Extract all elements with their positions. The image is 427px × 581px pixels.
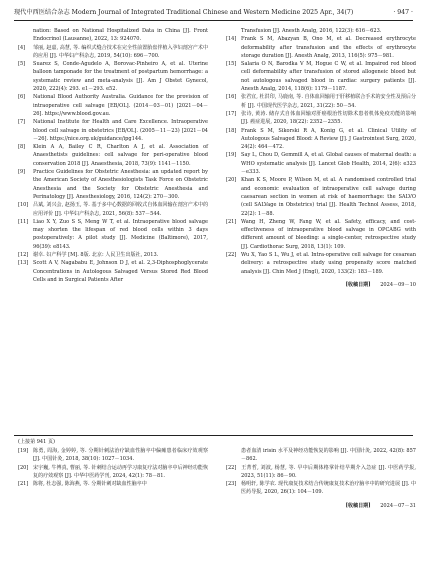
journal-title: 现代中西医结合杂志 Modern Journal of Integrated Traditional Chinese and Western Medicine 2025 Apr., 34(7) [14,9,354,16]
reference-text: nation: Based on National Hospitalized Data in China [J]. Front Endocrinol (Lausanne), 2022, 13: 924070. [33,28,208,43]
page-number: · 947 · [393,9,413,16]
reference-number: [19] [226,152,237,159]
reference-entry [18,60,208,93]
reference-entry [18,143,208,168]
reference-number: [9] [18,169,26,176]
reference-text: 患者血清 irisin 水平及神经功能恢复的影响 [J]. 中国针灸, 2022, 42(8): 857－862. [241,448,416,463]
reference-entry [18,259,208,284]
reference-entry [226,151,416,176]
reference-text: National Blood Authority Australia. Guidance for the provision of intraoperative cell salvage [EB/OL]. (2014－03－01) [2021－04－26]. https://www.blood.gov.au. [33,94,208,117]
reference-number: [21] [18,481,29,488]
reference-number: [11] [18,218,29,225]
reference-number: [14] [226,36,237,43]
received-date [226,281,416,289]
received-value-bottom: 2024－07－31 [380,502,416,509]
reference-text: 谢幸. 妇产科学 [M]. 8版. 北京: 人民卫生出版社, 2013. [33,252,159,259]
reference-entry [226,35,416,60]
reference-entry [226,218,416,251]
reference-number: [20] [226,177,237,184]
reference-number: [22] [226,464,237,471]
reference-text: National Institute for Health and Care Excellence. Intraoperative blood cell salvage in obstetrics [EB/OL]. (2005－11－23) [2021－04－26]. https://nice.org.uk/guidance/ipg144. [33,119,208,142]
reference-number: [13] [18,260,29,267]
reference-text: 宋宇巍, 牛博真, 曹丽, 等. 针刺结合运动再学习康复疗法对脑卒中后神经功能恢复的疗效观察 [J]. 中华中医药学刊, 2024, 42(1): 78－81. [33,464,208,479]
reference-text: Wang H, Zheng W, Fang W, et al. Safety, efficacy, and cost-effectiveness of intraoperative blood salvage in OPCABG with different amount of bleeding: a single-center, retrospective study [J]. Cardiothorac Surg, 2018, 13(1): 109. [241,218,416,250]
reference-entry [226,464,416,481]
reference-entry [226,176,416,217]
reference-entry [18,218,208,251]
reference-text: Say L, Chou D, Gemmill A, et al. Global causes of maternal death: a WHO systematic analysis [J]. Lancet Glob Health, 2014, 2(6): e323－e333. [241,152,416,176]
reference-text: Frank S M, Sikorski R A, Konig G, et al. Clinical Utility of Autologous Salvaged Blood: A Review [J]. J Gastrointest Surg, 2020, 24(2): 464－472. [241,127,416,151]
reference-entry [226,110,416,127]
reference-number: [18] [226,127,237,134]
reference-text: 张君宜, 杜洪印, 马鹿南, 等. 自体血回输用于肝移植联合手术的安全性及预后分析 [J]. 中国现代医学杂志, 2021, 31(22): 50－54. [241,94,416,109]
reference-entry [226,60,416,93]
reference-entry [226,251,416,276]
reference-text: Liao X Y, Zuo S S, Meng W T, et al. Intraoperative blood salvage may shorten the lifespan of red blood cells within 3 days postoperatively: A pilot study [J]. Medicine (Baltimore), 2017, 96(39): e8143. [33,218,208,250]
reference-number: [12] [18,252,29,259]
section-divider [14,435,413,436]
reference-text: Khan K S, Moore P, Wilson M, et al. A randomised controlled trial and economic evaluation of intraoperative cell salvage during caesarean section in women at risk of haemorrhage: the SALVO (cell SALVage in Obstetrics) trial [J]. Health Technol Assess, 2018, 22(2): 1－88. [241,177,416,217]
reference-text: Suarez S, Conde-Agudelo A, Borovac-Pinheiro A, et al. Uterine balloon tamponade for the treatment of postpartum hemorrhage: a systematic review and meta-analysis [J]. Am J Obstet Gynecol, 2020, 222(4): 293. e1－293. e52. [33,61,208,93]
running-header [14,8,413,21]
received-label: [收稿日期] [345,281,371,288]
reference-text: 陈将, 杜志强, 陈海燕, 等. 分期针刺对缺血性脑卒中 [33,481,147,488]
bottom-right-reference-list [226,447,416,497]
reference-entry [18,251,208,259]
reference-text: 王菁哲, 刘波, 杨慧, 等. 早中后期体格掌针结早期介入急症 [J]. 中医药学报, 2023, 51(11): 86－90. [241,464,416,479]
reference-entry [226,27,416,35]
bottom-right-column [226,447,416,510]
reference-number: [10] [18,202,29,209]
reference-number: [4] [18,44,26,51]
reference-text: 陈勇, 周海, 金婷婷, 等. 分期针刺法治疗缺血性脑卒中偏瘫患者临床疗效观察 [J]. 中国针灸, 2018, 38(10): 1027－1034. [33,448,208,463]
bottom-left-column [18,447,208,488]
reference-number: [17] [226,110,237,117]
reference-number: [16] [226,94,237,101]
reference-text: 邹丽, 赵嘉, 高慧, 等. 编织式缝合技术在完全性前置胎盘伴植入孕妇剖宫产术中的应用 [J]. 中华妇产科杂志, 2019, 54(10): 696－700. [33,44,208,59]
reference-number: [6] [18,94,26,101]
right-column [226,27,416,289]
reference-number: [23] [226,481,237,488]
reference-entry [18,480,208,488]
reference-text: Klein A A, Bailey C R, Charlton A J, et al. Association of Anaesthetists guidelines: cell salvage for peri-operative blood conservation 2018 [J]. Anaesthesia, 2018, 73(9): 1141－1150. [33,144,208,167]
reference-text: Practice Guidelines for Obstetric Anesthesia: an updated report by the American Society of Anesthesiologists Task Force on Obstetric Anesthesia and the Society for Obstetric Anesthesia and Perinatology [J]. Anesthesiology, 2016, 124(2): 270－300. [33,169,208,200]
reference-number: [22] [226,252,237,259]
reference-text: 杨明轩, 陈学农. 现代康复技术结合传统康复技术治疗脑卒中的研究进展 [J]. 中医药导报, 2020, 26(1): 104－109. [241,481,416,496]
reference-number: [15] [226,61,237,68]
reference-text: Frank S M, Abazyan B, Ono M, et al. Decreased erythrocyte deformability after transfusion and the effects of erythrocyte storage duration [J]. Anesth Analg, 2013, 116(5): 975－981. [241,36,416,59]
reference-entry [18,464,208,481]
reference-entry [18,44,208,61]
reference-number: [8] [18,144,26,151]
reference-number: [5] [18,61,26,68]
reference-entry [18,447,208,464]
left-column [18,27,208,284]
reference-text: Salaria O N, Barodka V M, Hogue C W, et al. Impaired red blood cell deformability after transfusion of stored allogeneic blood but not autologous salvaged blood in cardiac surgery patients [J]. Anesth Analg, 2014, 118(6): 1179－1187. [241,61,416,93]
reference-number: [21] [226,218,237,225]
reference-entry [18,93,208,118]
reference-entry [18,27,208,44]
reference-entry [18,118,208,143]
reference-entry [226,480,416,497]
received-value: 2024－09－10 [380,281,416,288]
right-reference-list [226,27,416,276]
reference-number: [20] [18,464,29,471]
reference-entry [226,93,416,110]
reference-entry [18,201,208,218]
continued-label: (上接第 941 页) [18,439,55,445]
received-date-bottom [226,502,416,510]
reference-number: [7] [18,119,26,126]
reference-text: 张诗, 黄涛. 储存式自体血回输对肝癌根治性切除术患者机体免疫功能的影响 [J]. 癌症进展, 2020, 18(22): 2352－2355. [241,110,416,126]
reference-text: Wu X, Yao S L, Wu J, et al. Intra-operative cell salvage for cesarean delivery: a retrospective study using propensity score matched analysis [J]. Chin Med J (Engl), 2020, 133(2): 183－189. [241,252,416,275]
reference-entry [226,127,416,152]
reference-number: [19] [18,448,29,454]
reference-entry [18,168,208,201]
reference-text: Transfusion [J]. Anesth Analg, 2016, 122(3): 616－623. [241,28,382,34]
reference-entry [226,447,416,464]
received-label-bottom: [收稿日期] [345,502,371,509]
reference-text: Scott A V, Nagababu E, Johnson D J, et al. 2,3-Diphosphoglycerate Concentrations in Autologous Salvaged Versus Stored Red Blood Cells and in Surgical Patients After [33,260,208,283]
reference-text: 吕斌, 刘兴会, 赵扬玉, 等. 基于多中心数据的回收式自体血回输在剖宫产术中的应用评价 [J]. 中华妇产科杂志, 2021, 56(8): 537－544. [33,202,208,217]
